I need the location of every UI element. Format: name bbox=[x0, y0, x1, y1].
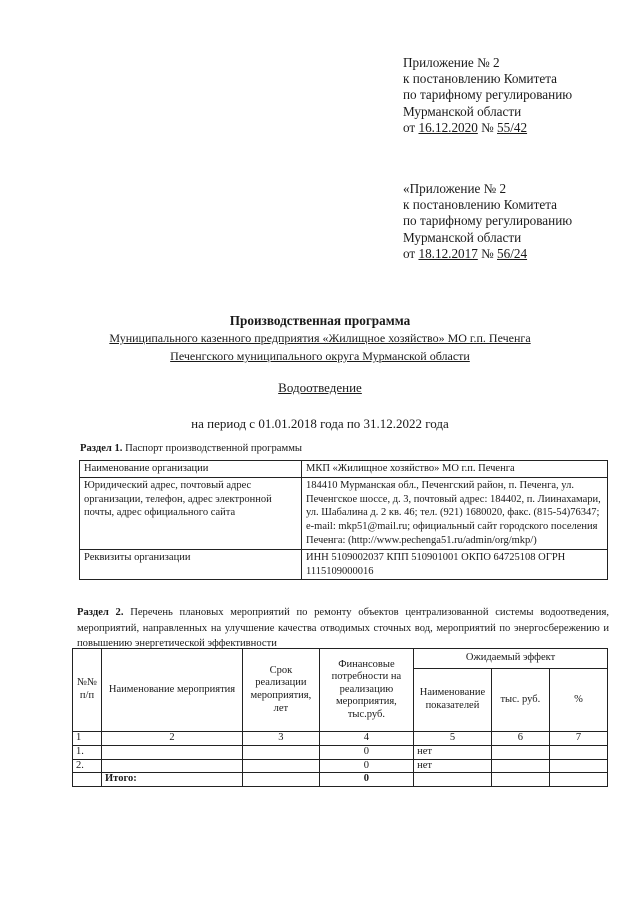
section1-title: Паспорт производственной программы bbox=[125, 443, 303, 454]
passport-value: ИНН 5109002037 КПП 510901001 ОКПО 64725108 ОГРН 1115109000016 bbox=[302, 549, 608, 580]
appendix-original-date: 18.12.2017 bbox=[418, 245, 478, 261]
measures-table bbox=[72, 648, 608, 787]
passport-table bbox=[79, 460, 608, 580]
header-effect: Ожидаемый эффект bbox=[414, 649, 608, 669]
row-num: 1. bbox=[73, 746, 102, 760]
appendix-original-line3: по тарифному регулированию bbox=[403, 213, 573, 229]
organization-line-2: Печенгского муниципального округа Мурманской области bbox=[170, 349, 470, 363]
header-thousand-rub: тыс. руб. bbox=[491, 669, 549, 732]
program-period: на период с 01.01.2018 года по 31.12.2022 года bbox=[191, 416, 449, 431]
row-percent bbox=[549, 759, 607, 773]
col-number: 4 bbox=[319, 732, 413, 746]
header-name: Наименование мероприятия bbox=[102, 649, 243, 732]
total-blank bbox=[414, 773, 492, 787]
passport-label: Юридический адрес, почтовый адрес организации, телефон, адрес электронной почты, адрес официального сайта bbox=[80, 477, 302, 549]
appendix-current-date-line bbox=[403, 120, 572, 136]
row-percent bbox=[549, 746, 607, 760]
header-indicator: Наименование показателей bbox=[414, 669, 492, 732]
page-title: Производственная программа bbox=[229, 313, 411, 328]
row-thousand-rub bbox=[491, 746, 549, 760]
header-term: Срок реализации мероприятия, лет bbox=[243, 649, 320, 732]
appendix-original-prefix: от bbox=[403, 245, 416, 261]
passport-value: 184410 Мурманская обл., Печенгский район, п. Печенга, ул. Печенгское шоссе, д. 3, почтовый адрес: 184402, п. Лиинахамари, ул. Шабалина д. 2 кв. 46; тел. (921) 1680020, факс. (815-54)76347; e-mail: mkp51@mail.ru; официальный сайт городского поселения Печенга: (http://www.pechenga51.ru/admin/org/mkp/) bbox=[302, 477, 608, 549]
section2-label: Раздел 2. bbox=[77, 607, 124, 618]
total-blank bbox=[549, 773, 607, 787]
table-row bbox=[80, 477, 608, 549]
appendix-original-line4: Мурманской области bbox=[403, 229, 522, 245]
row-thousand-rub bbox=[491, 759, 549, 773]
passport-value: МКП «Жилищное хозяйство» МО г.п. Печенга bbox=[302, 461, 608, 478]
row-name bbox=[102, 759, 243, 773]
appendix-current-line4: Мурманской области bbox=[403, 103, 522, 119]
table-row bbox=[80, 461, 608, 478]
section1-heading bbox=[80, 443, 302, 454]
col-number: 6 bbox=[491, 732, 549, 746]
passport-label: Реквизиты организации bbox=[80, 549, 302, 580]
appendix-original-line2: к постановлению Комитета bbox=[403, 197, 557, 213]
col-number: 7 bbox=[549, 732, 607, 746]
total-blank bbox=[243, 773, 320, 787]
row-finance: 0 bbox=[319, 746, 413, 760]
service-name: Водоотведение bbox=[278, 380, 362, 395]
total-blank bbox=[73, 773, 102, 787]
appendix-current-num-sign: № bbox=[481, 119, 494, 135]
appendix-original bbox=[403, 181, 572, 262]
total-finance: 0 bbox=[319, 773, 413, 787]
total-blank bbox=[491, 773, 549, 787]
table-row bbox=[73, 746, 608, 760]
header-num: №№ п/п bbox=[73, 649, 102, 732]
row-term bbox=[243, 759, 320, 773]
appendix-current-line1: Приложение № 2 bbox=[403, 55, 500, 70]
column-numbers-row bbox=[73, 732, 608, 746]
col-number: 5 bbox=[414, 732, 492, 746]
header-finance: Финансовые потребности на реализацию мероприятия, тыс.руб. bbox=[319, 649, 413, 732]
appendix-current-number: 55/42 bbox=[497, 119, 528, 135]
appendix-original-number: 56/24 bbox=[497, 245, 528, 261]
table-header-row bbox=[73, 649, 608, 669]
col-number: 1 bbox=[73, 732, 102, 746]
appendix-original-date-line bbox=[403, 246, 572, 262]
section2-text: Перечень плановых мероприятий по ремонту объектов централизованной системы водоотведения, мероприятий, направленных на улучшение качества отводимых сточных вод, мероприятий по энергосбережению и повышению энергетической эффективности bbox=[77, 607, 609, 649]
row-finance: 0 bbox=[319, 759, 413, 773]
appendix-current-line2: к постановлению Комитета bbox=[403, 71, 557, 87]
row-term bbox=[243, 746, 320, 760]
total-row bbox=[73, 773, 608, 787]
col-number: 3 bbox=[243, 732, 320, 746]
appendix-current bbox=[403, 55, 572, 136]
appendix-original-line1: «Приложение № 2 bbox=[403, 181, 507, 196]
table-row bbox=[80, 549, 608, 580]
row-indicator: нет bbox=[414, 759, 492, 773]
organization-line-1: Муниципального казенного предприятия «Жилищное хозяйство» МО г.п. Печенга bbox=[109, 331, 531, 345]
appendix-current-prefix: от bbox=[403, 119, 416, 135]
passport-label: Наименование организации bbox=[80, 461, 302, 478]
total-label: Итого: bbox=[102, 773, 243, 787]
row-num: 2. bbox=[73, 759, 102, 773]
section1-label: Раздел 1. bbox=[80, 443, 123, 454]
appendix-current-date: 16.12.2020 bbox=[418, 119, 478, 135]
appendix-current-line3: по тарифному регулированию bbox=[403, 87, 573, 103]
table-row bbox=[73, 759, 608, 773]
row-indicator: нет bbox=[414, 746, 492, 760]
appendix-original-num-sign: № bbox=[481, 245, 494, 261]
section2-heading bbox=[77, 605, 609, 652]
col-number: 2 bbox=[102, 732, 243, 746]
header-percent: % bbox=[549, 669, 607, 732]
row-name bbox=[102, 746, 243, 760]
